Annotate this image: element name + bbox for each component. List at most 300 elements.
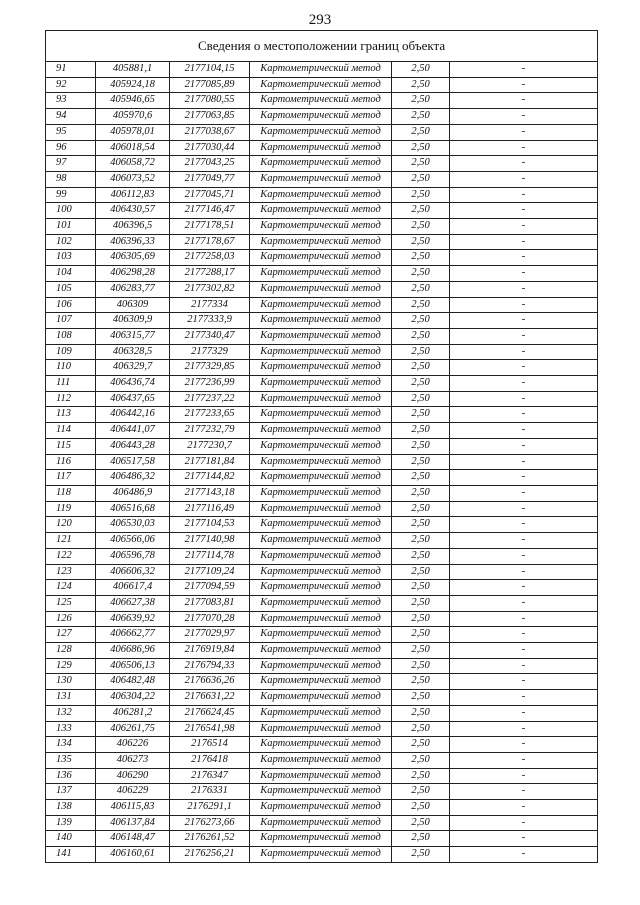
cell-y-coordinate: 2177258,03 [170,250,250,266]
cell-x-coordinate: 406018,54 [96,140,170,156]
cell-description: - [450,627,598,643]
cell-method: Картометрический метод [250,611,392,627]
cell-point-number: 127 [46,627,96,643]
cell-point-number: 141 [46,847,96,863]
cell-description: - [450,533,598,549]
table-row [46,847,598,863]
cell-method: Картометрический метод [250,187,392,203]
cell-method: Картометрический метод [250,109,392,125]
cell-description: - [450,548,598,564]
cell-y-coordinate: 2176636,26 [170,674,250,690]
cell-x-coordinate: 405924,18 [96,77,170,93]
table-row [46,62,598,78]
cell-point-number: 135 [46,752,96,768]
table-row [46,611,598,627]
cell-description: - [450,328,598,344]
table-row [46,831,598,847]
cell-accuracy: 2,50 [392,140,450,156]
cell-description: - [450,124,598,140]
cell-accuracy: 2,50 [392,77,450,93]
cell-description: - [450,517,598,533]
cell-y-coordinate: 2177236,99 [170,376,250,392]
cell-y-coordinate: 2177143,18 [170,485,250,501]
table-body [46,31,598,863]
cell-point-number: 132 [46,705,96,721]
cell-method: Картометрический метод [250,156,392,172]
cell-description: - [450,454,598,470]
table-row [46,470,598,486]
table-row [46,627,598,643]
cell-description: - [450,485,598,501]
cell-method: Картометрический метод [250,485,392,501]
cell-description: - [450,187,598,203]
cell-point-number: 93 [46,93,96,109]
table-row [46,800,598,816]
cell-point-number: 100 [46,203,96,219]
cell-accuracy: 2,50 [392,62,450,78]
cell-y-coordinate: 2176514 [170,737,250,753]
cell-x-coordinate: 406516,68 [96,501,170,517]
cell-accuracy: 2,50 [392,360,450,376]
cell-point-number: 92 [46,77,96,93]
cell-x-coordinate: 406305,69 [96,250,170,266]
cell-description: - [450,250,598,266]
cell-x-coordinate: 406530,03 [96,517,170,533]
cell-x-coordinate: 406298,28 [96,266,170,282]
cell-x-coordinate: 406486,9 [96,485,170,501]
cell-accuracy: 2,50 [392,93,450,109]
cell-x-coordinate: 405978,01 [96,124,170,140]
cell-description: - [450,658,598,674]
cell-y-coordinate: 2177144,82 [170,470,250,486]
cell-accuracy: 2,50 [392,580,450,596]
cell-accuracy: 2,50 [392,784,450,800]
table-row [46,768,598,784]
cell-method: Картометрический метод [250,690,392,706]
cell-method: Картометрический метод [250,407,392,423]
cell-method: Картометрический метод [250,643,392,659]
cell-x-coordinate: 406290 [96,768,170,784]
cell-description: - [450,501,598,517]
cell-y-coordinate: 2177043,25 [170,156,250,172]
cell-point-number: 126 [46,611,96,627]
table-row [46,674,598,690]
cell-accuracy: 2,50 [392,344,450,360]
cell-method: Картометрический метод [250,564,392,580]
table-row [46,721,598,737]
cell-method: Картометрический метод [250,93,392,109]
cell-y-coordinate: 2177178,51 [170,219,250,235]
cell-method: Картометрический метод [250,768,392,784]
cell-description: - [450,297,598,313]
cell-point-number: 133 [46,721,96,737]
table-row [46,109,598,125]
cell-description: - [450,376,598,392]
cell-point-number: 121 [46,533,96,549]
cell-method: Картометрический метод [250,595,392,611]
cell-point-number: 110 [46,360,96,376]
cell-description: - [450,360,598,376]
cell-description: - [450,391,598,407]
cell-accuracy: 2,50 [392,501,450,517]
table-row [46,156,598,172]
cell-method: Картометрический метод [250,62,392,78]
cell-y-coordinate: 2177085,89 [170,77,250,93]
table-title-row [46,31,598,62]
table-row [46,407,598,423]
cell-description: - [450,847,598,863]
cell-accuracy: 2,50 [392,219,450,235]
table-row [46,815,598,831]
table-row [46,328,598,344]
cell-accuracy: 2,50 [392,328,450,344]
cell-y-coordinate: 2177070,28 [170,611,250,627]
cell-x-coordinate: 406328,5 [96,344,170,360]
page-number: 293 [308,12,332,28]
table-row [46,77,598,93]
cell-method: Картометрический метод [250,752,392,768]
cell-y-coordinate: 2176331 [170,784,250,800]
cell-y-coordinate: 2177030,44 [170,140,250,156]
table-row [46,423,598,439]
cell-method: Картометрический метод [250,250,392,266]
table-row [46,580,598,596]
cell-accuracy: 2,50 [392,470,450,486]
cell-method: Картометрический метод [250,203,392,219]
cell-accuracy: 2,50 [392,281,450,297]
cell-point-number: 130 [46,674,96,690]
cell-method: Картометрический метод [250,815,392,831]
cell-point-number: 125 [46,595,96,611]
cell-y-coordinate: 2177329,85 [170,360,250,376]
cell-y-coordinate: 2177340,47 [170,328,250,344]
cell-accuracy: 2,50 [392,847,450,863]
cell-accuracy: 2,50 [392,124,450,140]
cell-accuracy: 2,50 [392,737,450,753]
cell-point-number: 108 [46,328,96,344]
cell-accuracy: 2,50 [392,171,450,187]
cell-point-number: 102 [46,234,96,250]
cell-point-number: 111 [46,376,96,392]
table-row [46,313,598,329]
cell-accuracy: 2,50 [392,752,450,768]
cell-y-coordinate: 2177104,53 [170,517,250,533]
cell-x-coordinate: 406627,38 [96,595,170,611]
cell-description: - [450,611,598,627]
cell-description: - [450,595,598,611]
table-row [46,124,598,140]
cell-point-number: 113 [46,407,96,423]
table-row [46,297,598,313]
table-row [46,517,598,533]
cell-point-number: 136 [46,768,96,784]
cell-accuracy: 2,50 [392,721,450,737]
cell-description: - [450,344,598,360]
cell-y-coordinate: 2177178,67 [170,234,250,250]
cell-description: - [450,564,598,580]
table-row [46,360,598,376]
cell-x-coordinate: 406281,2 [96,705,170,721]
cell-y-coordinate: 2177045,71 [170,187,250,203]
cell-x-coordinate: 406329,7 [96,360,170,376]
cell-method: Картометрический метод [250,281,392,297]
table-row [46,391,598,407]
cell-x-coordinate: 406441,07 [96,423,170,439]
cell-description: - [450,423,598,439]
cell-accuracy: 2,50 [392,831,450,847]
cell-method: Картометрический метод [250,423,392,439]
cell-method: Картометрический метод [250,501,392,517]
cell-accuracy: 2,50 [392,768,450,784]
cell-description: - [450,690,598,706]
cell-y-coordinate: 2177334 [170,297,250,313]
cell-description: - [450,737,598,753]
cell-description: - [450,234,598,250]
cell-accuracy: 2,50 [392,266,450,282]
cell-x-coordinate: 406115,83 [96,800,170,816]
cell-point-number: 118 [46,485,96,501]
cell-y-coordinate: 2177230,7 [170,438,250,454]
table-row [46,658,598,674]
cell-description: - [450,219,598,235]
cell-y-coordinate: 2176273,66 [170,815,250,831]
cell-x-coordinate: 406686,96 [96,643,170,659]
cell-x-coordinate: 406617,4 [96,580,170,596]
cell-point-number: 119 [46,501,96,517]
cell-y-coordinate: 2176624,45 [170,705,250,721]
cell-y-coordinate: 2177049,77 [170,171,250,187]
table-row [46,203,598,219]
cell-point-number: 129 [46,658,96,674]
cell-y-coordinate: 2177114,78 [170,548,250,564]
cell-description: - [450,313,598,329]
table-row [46,690,598,706]
cell-x-coordinate: 405946,65 [96,93,170,109]
cell-description: - [450,643,598,659]
cell-accuracy: 2,50 [392,690,450,706]
cell-description: - [450,470,598,486]
cell-x-coordinate: 406639,92 [96,611,170,627]
cell-x-coordinate: 405970,6 [96,109,170,125]
cell-x-coordinate: 406309 [96,297,170,313]
table-row [46,266,598,282]
cell-method: Картометрический метод [250,219,392,235]
cell-y-coordinate: 2177083,81 [170,595,250,611]
cell-y-coordinate: 2176541,98 [170,721,250,737]
cell-point-number: 109 [46,344,96,360]
cell-accuracy: 2,50 [392,423,450,439]
cell-accuracy: 2,50 [392,438,450,454]
table-row [46,501,598,517]
cell-accuracy: 2,50 [392,109,450,125]
table-row [46,454,598,470]
cell-method: Картометрический метод [250,627,392,643]
cell-y-coordinate: 2177146,47 [170,203,250,219]
cell-point-number: 101 [46,219,96,235]
cell-method: Картометрический метод [250,580,392,596]
cell-accuracy: 2,50 [392,658,450,674]
cell-x-coordinate: 406137,84 [96,815,170,831]
cell-description: - [450,674,598,690]
cell-description: - [450,77,598,93]
cell-description: - [450,580,598,596]
table-row [46,564,598,580]
cell-y-coordinate: 2177333,9 [170,313,250,329]
cell-method: Картометрический метод [250,658,392,674]
cell-description: - [450,281,598,297]
cell-description: - [450,784,598,800]
table-row [46,93,598,109]
cell-x-coordinate: 406226 [96,737,170,753]
cell-y-coordinate: 2177288,17 [170,266,250,282]
cell-accuracy: 2,50 [392,391,450,407]
cell-accuracy: 2,50 [392,234,450,250]
table-row [46,187,598,203]
cell-description: - [450,203,598,219]
cell-description: - [450,752,598,768]
cell-y-coordinate: 2176418 [170,752,250,768]
cell-point-number: 122 [46,548,96,564]
table-title: Сведения о местоположении границ объекта [46,31,598,62]
cell-x-coordinate: 406517,58 [96,454,170,470]
cell-point-number: 120 [46,517,96,533]
cell-y-coordinate: 2176261,52 [170,831,250,847]
cell-y-coordinate: 2176256,21 [170,847,250,863]
table-row [46,219,598,235]
cell-x-coordinate: 406396,5 [96,219,170,235]
table-row [46,705,598,721]
cell-accuracy: 2,50 [392,376,450,392]
cell-x-coordinate: 406160,61 [96,847,170,863]
table-row [46,595,598,611]
cell-x-coordinate: 405881,1 [96,62,170,78]
cell-method: Картометрический метод [250,391,392,407]
cell-method: Картометрический метод [250,674,392,690]
cell-x-coordinate: 406506,13 [96,658,170,674]
table-row [46,250,598,266]
cell-method: Картометрический метод [250,140,392,156]
cell-point-number: 131 [46,690,96,706]
cell-method: Картометрический метод [250,171,392,187]
table-row [46,643,598,659]
table-row [46,784,598,800]
cell-y-coordinate: 2177302,82 [170,281,250,297]
cell-accuracy: 2,50 [392,548,450,564]
cell-y-coordinate: 2176794,33 [170,658,250,674]
cell-point-number: 117 [46,470,96,486]
cell-accuracy: 2,50 [392,250,450,266]
cell-description: - [450,93,598,109]
cell-y-coordinate: 2177094,59 [170,580,250,596]
cell-description: - [450,156,598,172]
cell-x-coordinate: 406566,06 [96,533,170,549]
cell-point-number: 105 [46,281,96,297]
cell-accuracy: 2,50 [392,156,450,172]
cell-point-number: 123 [46,564,96,580]
cell-description: - [450,266,598,282]
cell-x-coordinate: 406396,33 [96,234,170,250]
cell-method: Картометрический метод [250,328,392,344]
cell-y-coordinate: 2177080,55 [170,93,250,109]
cell-point-number: 106 [46,297,96,313]
cell-x-coordinate: 406437,65 [96,391,170,407]
cell-point-number: 137 [46,784,96,800]
table-row [46,737,598,753]
cell-accuracy: 2,50 [392,611,450,627]
cell-point-number: 91 [46,62,96,78]
cell-accuracy: 2,50 [392,407,450,423]
cell-point-number: 94 [46,109,96,125]
cell-method: Картометрический метод [250,376,392,392]
table-row [46,344,598,360]
cell-point-number: 124 [46,580,96,596]
cell-accuracy: 2,50 [392,203,450,219]
cell-description: - [450,800,598,816]
cell-method: Картометрический метод [250,454,392,470]
cell-accuracy: 2,50 [392,705,450,721]
cell-description: - [450,140,598,156]
cell-point-number: 96 [46,140,96,156]
cell-point-number: 114 [46,423,96,439]
cell-accuracy: 2,50 [392,454,450,470]
cell-method: Картометрический метод [250,344,392,360]
cell-accuracy: 2,50 [392,674,450,690]
cell-x-coordinate: 406436,74 [96,376,170,392]
cell-y-coordinate: 2177109,24 [170,564,250,580]
cell-accuracy: 2,50 [392,533,450,549]
cell-accuracy: 2,50 [392,800,450,816]
cell-y-coordinate: 2177232,79 [170,423,250,439]
cell-accuracy: 2,50 [392,815,450,831]
table-row [46,140,598,156]
cell-method: Картометрический метод [250,705,392,721]
cell-accuracy: 2,50 [392,564,450,580]
cell-point-number: 99 [46,187,96,203]
cell-method: Картометрический метод [250,721,392,737]
cell-y-coordinate: 2177329 [170,344,250,360]
cell-method: Картометрический метод [250,847,392,863]
cell-x-coordinate: 406442,16 [96,407,170,423]
cell-y-coordinate: 2177140,98 [170,533,250,549]
table-row [46,171,598,187]
cell-description: - [450,768,598,784]
cell-accuracy: 2,50 [392,643,450,659]
cell-method: Картометрический метод [250,517,392,533]
cell-x-coordinate: 406229 [96,784,170,800]
cell-point-number: 107 [46,313,96,329]
cell-accuracy: 2,50 [392,313,450,329]
cell-method: Картометрический метод [250,548,392,564]
cell-point-number: 104 [46,266,96,282]
table-row [46,533,598,549]
cell-accuracy: 2,50 [392,297,450,313]
cell-x-coordinate: 406283,77 [96,281,170,297]
cell-point-number: 97 [46,156,96,172]
cell-x-coordinate: 406261,75 [96,721,170,737]
cell-y-coordinate: 2176631,22 [170,690,250,706]
cell-y-coordinate: 2176291,1 [170,800,250,816]
cell-method: Картометрический метод [250,234,392,250]
boundary-table [45,30,598,863]
cell-description: - [450,109,598,125]
table-row [46,548,598,564]
cell-method: Картометрический метод [250,124,392,140]
cell-method: Картометрический метод [250,831,392,847]
cell-x-coordinate: 406430,57 [96,203,170,219]
cell-y-coordinate: 2177038,67 [170,124,250,140]
cell-x-coordinate: 406315,77 [96,328,170,344]
cell-method: Картометрический метод [250,360,392,376]
